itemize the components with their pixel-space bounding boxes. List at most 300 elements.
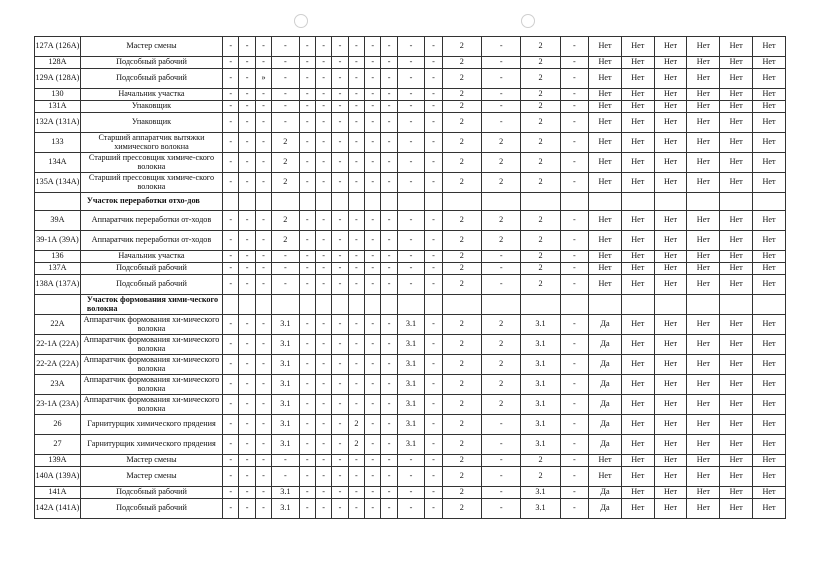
value-cell: -	[381, 153, 397, 173]
value-cell: -	[223, 37, 239, 57]
workplace-id: 129А (128А)	[35, 69, 81, 89]
value-cell: -	[255, 355, 271, 375]
value-cell: -	[239, 69, 255, 89]
value-cell: 3.1	[521, 315, 560, 335]
value-cell: Нет	[654, 69, 687, 89]
value-cell: Нет	[753, 153, 786, 173]
value-cell: Нет	[654, 263, 687, 275]
value-cell: -	[425, 455, 442, 467]
value-cell: -	[223, 231, 239, 251]
value-cell: -	[560, 335, 588, 355]
value-cell: -	[255, 499, 271, 519]
workplace-id: 139А	[35, 455, 81, 467]
value-cell: 3.1	[272, 335, 299, 355]
value-cell: Нет	[720, 37, 753, 57]
position-name: Аппаратчик формования хи-мического волокна	[80, 315, 222, 335]
workplace-id: 23-1А (23А)	[35, 395, 81, 415]
value-cell: 2	[442, 435, 481, 455]
position-name: Старший прессовщик химиче-ского волокна	[80, 153, 222, 173]
value-cell: -	[397, 211, 424, 231]
value-cell: 2	[482, 375, 521, 395]
value-cell: Нет	[589, 89, 622, 101]
table-body	[35, 37, 786, 519]
value-cell: -	[381, 375, 397, 395]
value-cell: Нет	[753, 395, 786, 415]
value-cell: Нет	[753, 57, 786, 69]
value-cell: Нет	[621, 113, 654, 133]
table-row	[35, 415, 786, 435]
value-cell: -	[239, 467, 255, 487]
empty-cell	[425, 295, 442, 315]
value-cell: 3.1	[272, 415, 299, 435]
value-cell: -	[365, 37, 381, 57]
value-cell: -	[239, 275, 255, 295]
empty-cell	[720, 193, 753, 211]
value-cell: -	[348, 355, 364, 375]
value-cell: -	[482, 499, 521, 519]
table-row	[35, 355, 786, 375]
value-cell: Да	[589, 415, 622, 435]
value-cell: Нет	[621, 275, 654, 295]
value-cell: Нет	[654, 467, 687, 487]
value-cell: Нет	[654, 57, 687, 69]
empty-cell	[521, 193, 560, 211]
value-cell: -	[223, 335, 239, 355]
value-cell: 2	[272, 211, 299, 231]
value-cell: -	[560, 211, 588, 231]
value-cell: Нет	[687, 133, 720, 153]
value-cell: Нет	[654, 211, 687, 231]
value-cell: -	[315, 133, 331, 153]
value-cell: -	[239, 173, 255, 193]
value-cell: Нет	[621, 375, 654, 395]
value-cell: -	[381, 211, 397, 231]
value-cell: -	[482, 69, 521, 89]
value-cell: -	[299, 133, 315, 153]
value-cell: -	[239, 37, 255, 57]
value-cell: 2	[521, 69, 560, 89]
value-cell: -	[223, 101, 239, 113]
value-cell: -	[332, 487, 348, 499]
value-cell: -	[381, 37, 397, 57]
value-cell: 2	[442, 263, 481, 275]
value-cell: -	[365, 251, 381, 263]
value-cell: -	[272, 251, 299, 263]
value-cell: -	[425, 231, 442, 251]
value-cell: Нет	[687, 355, 720, 375]
value-cell: -	[365, 153, 381, 173]
value-cell: -	[381, 315, 397, 335]
table-row	[35, 37, 786, 57]
value-cell: -	[560, 251, 588, 263]
value-cell: -	[223, 211, 239, 231]
empty-cell	[560, 193, 588, 211]
value-cell: -	[560, 395, 588, 415]
value-cell: Нет	[654, 231, 687, 251]
value-cell: »	[255, 69, 271, 89]
value-cell: -	[332, 89, 348, 101]
table-row	[35, 57, 786, 69]
value-cell: -	[315, 395, 331, 415]
value-cell: -	[425, 435, 442, 455]
value-cell: -	[425, 69, 442, 89]
value-cell: -	[332, 101, 348, 113]
value-cell: -	[332, 335, 348, 355]
value-cell: -	[315, 415, 331, 435]
value-cell: -	[365, 173, 381, 193]
value-cell: -	[223, 435, 239, 455]
value-cell: -	[239, 487, 255, 499]
value-cell: Да	[589, 355, 622, 375]
value-cell: Нет	[687, 251, 720, 263]
value-cell: Нет	[621, 335, 654, 355]
value-cell: Нет	[687, 263, 720, 275]
value-cell: -	[397, 57, 424, 69]
workplace-id: 133	[35, 133, 81, 153]
table-row	[35, 395, 786, 415]
value-cell: -	[560, 415, 588, 435]
value-cell: -	[482, 101, 521, 113]
value-cell: -	[348, 455, 364, 467]
value-cell: Нет	[720, 435, 753, 455]
table-row	[35, 467, 786, 487]
value-cell: -	[482, 89, 521, 101]
value-cell: -	[348, 315, 364, 335]
value-cell: Нет	[753, 415, 786, 435]
value-cell: -	[332, 467, 348, 487]
empty-cell	[272, 295, 299, 315]
value-cell: 2	[442, 499, 481, 519]
value-cell: -	[425, 487, 442, 499]
value-cell: Нет	[687, 231, 720, 251]
value-cell: 2	[442, 173, 481, 193]
value-cell: Нет	[621, 263, 654, 275]
value-cell: Нет	[720, 467, 753, 487]
value-cell: Нет	[589, 153, 622, 173]
value-cell: 2	[272, 153, 299, 173]
value-cell: -	[381, 113, 397, 133]
empty-cell	[425, 193, 442, 211]
value-cell: -	[381, 415, 397, 435]
value-cell: Нет	[654, 455, 687, 467]
value-cell: -	[315, 355, 331, 375]
value-cell: 3.1	[397, 355, 424, 375]
value-cell: 3.1	[272, 435, 299, 455]
value-cell: Нет	[687, 275, 720, 295]
value-cell: Нет	[687, 435, 720, 455]
value-cell: -	[348, 113, 364, 133]
value-cell: -	[255, 435, 271, 455]
value-cell: -	[332, 57, 348, 69]
value-cell: -	[425, 211, 442, 231]
value-cell: Нет	[687, 113, 720, 133]
empty-cell	[442, 193, 481, 211]
table-row	[35, 315, 786, 335]
value-cell: -	[348, 101, 364, 113]
workplace-id: 23А	[35, 375, 81, 395]
value-cell: -	[272, 467, 299, 487]
value-cell: -	[482, 487, 521, 499]
value-cell: Нет	[621, 101, 654, 113]
value-cell: -	[299, 275, 315, 295]
position-name: Гарнитурщик химического прядения	[80, 415, 222, 435]
position-name: Упаковщик	[80, 101, 222, 113]
value-cell: -	[315, 57, 331, 69]
value-cell: 2	[442, 153, 481, 173]
value-cell: 2	[442, 415, 481, 435]
value-cell: -	[299, 435, 315, 455]
value-cell: -	[348, 211, 364, 231]
value-cell: -	[560, 455, 588, 467]
value-cell: -	[348, 231, 364, 251]
table-row	[35, 487, 786, 499]
value-cell: -	[223, 467, 239, 487]
value-cell: Нет	[589, 69, 622, 89]
value-cell: 2	[521, 173, 560, 193]
value-cell: 2	[521, 455, 560, 467]
value-cell: 3.1	[397, 335, 424, 355]
value-cell: 2	[348, 415, 364, 435]
value-cell: -	[332, 315, 348, 335]
section-row	[35, 295, 786, 315]
table-row	[35, 335, 786, 355]
value-cell: Нет	[589, 231, 622, 251]
value-cell: -	[425, 499, 442, 519]
value-cell: -	[348, 153, 364, 173]
value-cell: 2	[521, 251, 560, 263]
value-cell: Нет	[687, 173, 720, 193]
value-cell: 2	[442, 57, 481, 69]
value-cell: -	[425, 375, 442, 395]
value-cell: 2	[442, 315, 481, 335]
value-cell: Нет	[753, 263, 786, 275]
value-cell: -	[255, 153, 271, 173]
value-cell: 2	[521, 101, 560, 113]
value-cell: -	[255, 275, 271, 295]
table-row	[35, 455, 786, 467]
value-cell: -	[397, 173, 424, 193]
value-cell: Нет	[753, 113, 786, 133]
value-cell: -	[315, 251, 331, 263]
value-cell: -	[397, 487, 424, 499]
value-cell: -	[299, 395, 315, 415]
workplace-id: 138А (137А)	[35, 275, 81, 295]
value-cell: Нет	[720, 395, 753, 415]
value-cell: Нет	[621, 467, 654, 487]
value-cell: -	[381, 487, 397, 499]
value-cell: -	[299, 335, 315, 355]
value-cell: -	[299, 499, 315, 519]
value-cell: -	[348, 173, 364, 193]
workplace-id: 22-2А (22А)	[35, 355, 81, 375]
value-cell: 2	[521, 211, 560, 231]
value-cell: 2	[521, 467, 560, 487]
value-cell: -	[272, 455, 299, 467]
position-name: Аппаратчик переработки от-ходов	[80, 211, 222, 231]
value-cell: -	[560, 231, 588, 251]
value-cell: Нет	[753, 335, 786, 355]
value-cell: -	[239, 231, 255, 251]
value-cell: Нет	[753, 375, 786, 395]
workplace-id: 132А (131А)	[35, 113, 81, 133]
empty-cell	[332, 193, 348, 211]
value-cell: -	[348, 57, 364, 69]
empty-cell	[381, 193, 397, 211]
value-cell: -	[425, 89, 442, 101]
table-row	[35, 263, 786, 275]
empty-cell	[223, 193, 239, 211]
value-cell: Нет	[621, 153, 654, 173]
value-cell: -	[381, 69, 397, 89]
value-cell: 3.1	[521, 375, 560, 395]
position-name: Аппаратчик переработки от-ходов	[80, 231, 222, 251]
value-cell: Нет	[720, 415, 753, 435]
value-cell: -	[365, 69, 381, 89]
value-cell: 2	[482, 335, 521, 355]
value-cell: -	[381, 435, 397, 455]
value-cell: -	[365, 415, 381, 435]
value-cell: Нет	[753, 455, 786, 467]
value-cell: -	[299, 487, 315, 499]
value-cell: -	[255, 57, 271, 69]
value-cell: Нет	[621, 415, 654, 435]
value-cell: Нет	[720, 113, 753, 133]
value-cell: 2	[442, 487, 481, 499]
value-cell: -	[223, 113, 239, 133]
value-cell: -	[299, 455, 315, 467]
value-cell: Нет	[654, 251, 687, 263]
value-cell: Нет	[589, 101, 622, 113]
table-row	[35, 275, 786, 295]
value-cell: -	[315, 487, 331, 499]
value-cell: Да	[589, 315, 622, 335]
value-cell: -	[425, 395, 442, 415]
value-cell: Нет	[720, 133, 753, 153]
position-name: Начальник участка	[80, 251, 222, 263]
table-row	[35, 173, 786, 193]
value-cell: -	[299, 57, 315, 69]
value-cell: -	[332, 263, 348, 275]
value-cell: -	[348, 467, 364, 487]
value-cell: -	[348, 335, 364, 355]
value-cell: -	[397, 133, 424, 153]
value-cell: 3.1	[397, 435, 424, 455]
value-cell: 3.1	[397, 395, 424, 415]
value-cell: -	[397, 37, 424, 57]
value-cell: Нет	[687, 499, 720, 519]
value-cell: -	[299, 251, 315, 263]
value-cell: 3.1	[397, 315, 424, 335]
value-cell: -	[425, 101, 442, 113]
value-cell: -	[397, 231, 424, 251]
value-cell: -	[425, 113, 442, 133]
value-cell: Нет	[753, 275, 786, 295]
empty-cell	[272, 193, 299, 211]
value-cell: 3.1	[272, 355, 299, 375]
empty-cell	[589, 295, 622, 315]
value-cell: 3.1	[272, 395, 299, 415]
value-cell: 2	[348, 435, 364, 455]
value-cell: Да	[589, 335, 622, 355]
value-cell: -	[365, 275, 381, 295]
value-cell: -	[315, 211, 331, 231]
value-cell: -	[560, 487, 588, 499]
value-cell: -	[425, 467, 442, 487]
value-cell: Нет	[589, 467, 622, 487]
value-cell: Нет	[720, 69, 753, 89]
value-cell: Нет	[621, 37, 654, 57]
value-cell: -	[239, 435, 255, 455]
value-cell: 3.1	[521, 499, 560, 519]
value-cell: Нет	[654, 315, 687, 335]
value-cell: -	[332, 211, 348, 231]
empty-cell	[621, 193, 654, 211]
value-cell: -	[239, 211, 255, 231]
value-cell: -	[223, 315, 239, 335]
value-cell: -	[315, 89, 331, 101]
value-cell: -	[482, 113, 521, 133]
value-cell: -	[397, 101, 424, 113]
value-cell: -	[482, 415, 521, 435]
empty-cell	[482, 193, 521, 211]
empty-cell	[687, 295, 720, 315]
value-cell: Нет	[720, 153, 753, 173]
value-cell: -	[397, 499, 424, 519]
empty-cell	[654, 295, 687, 315]
value-cell: -	[560, 133, 588, 153]
value-cell: 2	[482, 395, 521, 415]
workplace-assessment-table	[34, 36, 786, 519]
value-cell: -	[348, 487, 364, 499]
value-cell: 3.1	[272, 315, 299, 335]
value-cell: 2	[442, 231, 481, 251]
value-cell: Нет	[720, 355, 753, 375]
empty-cell	[560, 295, 588, 315]
section-id-cell	[35, 193, 81, 211]
position-name: Подсобный рабочий	[80, 57, 222, 69]
value-cell: -	[255, 173, 271, 193]
value-cell: Да	[589, 395, 622, 415]
value-cell: Нет	[687, 69, 720, 89]
value-cell: -	[239, 251, 255, 263]
value-cell: Нет	[654, 113, 687, 133]
value-cell: Нет	[621, 395, 654, 415]
value-cell: -	[365, 89, 381, 101]
value-cell: -	[272, 89, 299, 101]
value-cell: 3.1	[521, 487, 560, 499]
value-cell: -	[332, 499, 348, 519]
value-cell: -	[365, 133, 381, 153]
value-cell: 3.1	[521, 335, 560, 355]
workplace-id: 22А	[35, 315, 81, 335]
value-cell: 3.1	[272, 487, 299, 499]
value-cell: -	[239, 89, 255, 101]
value-cell: 2	[521, 89, 560, 101]
value-cell: 2	[442, 275, 481, 295]
empty-cell	[348, 193, 364, 211]
table-row	[35, 153, 786, 173]
value-cell: 2	[442, 101, 481, 113]
table-row	[35, 101, 786, 113]
value-cell: Нет	[687, 415, 720, 435]
value-cell: -	[332, 173, 348, 193]
value-cell: -	[560, 113, 588, 133]
value-cell: Нет	[621, 251, 654, 263]
value-cell: Нет	[720, 375, 753, 395]
value-cell: -	[315, 113, 331, 133]
value-cell: -	[560, 435, 588, 455]
table-row	[35, 499, 786, 519]
